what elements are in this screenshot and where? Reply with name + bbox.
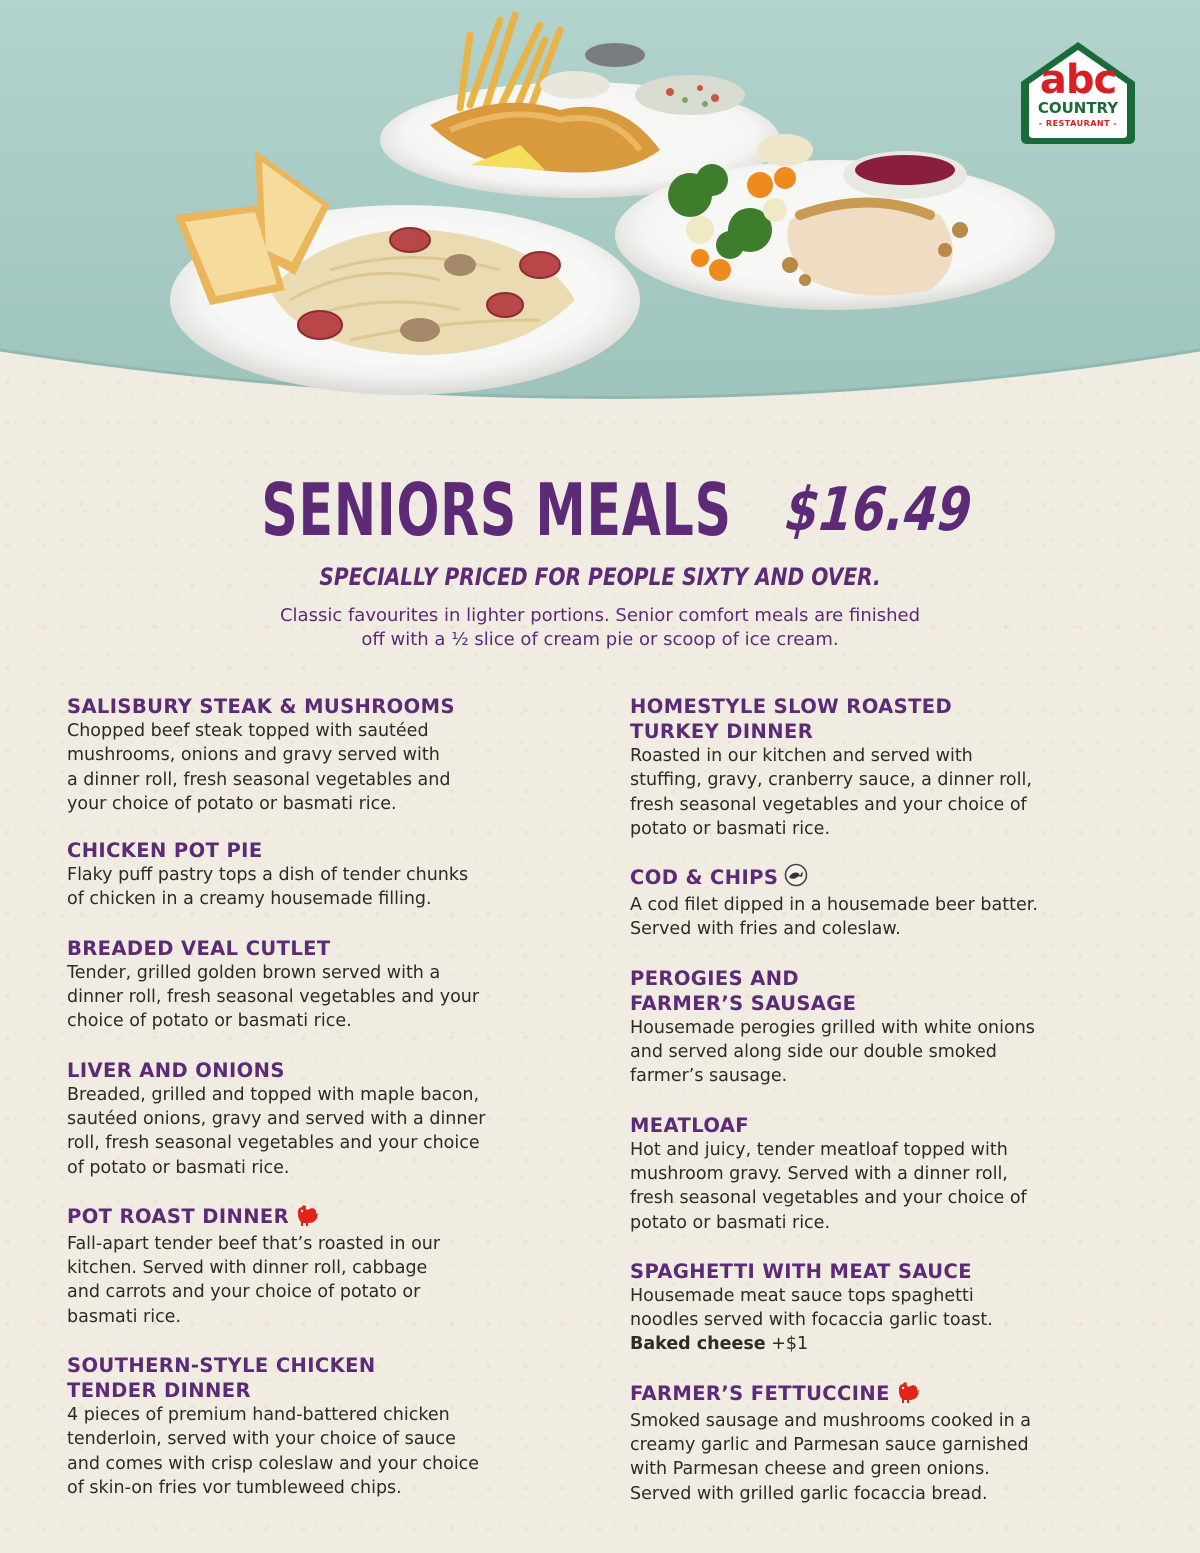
addon-price: +$1: [765, 1334, 809, 1355]
intro-line-1: Classic favourites in lighter portions. Senior comfort meals are finished: [279, 605, 921, 626]
item-description: Roasted in our kitchen and served with stuffing, gravy, cranberry sauce, a dinner roll, fresh seasonal vegetables and your choice of potato or basmati rice.: [630, 746, 1032, 839]
menu-item: [67, 1204, 587, 1329]
price-label: $16.49: [783, 475, 975, 545]
menu-item: [67, 1353, 587, 1500]
subtitle: SPECIALLY PRICED FOR PEOPLE SIXTY AND OVER.: [319, 563, 881, 591]
logo-restaurant-text: - RESTAURANT -: [1038, 119, 1118, 128]
item-description: Hot and juicy, tender meatloaf topped with mushroom gravy. Served with a dinner roll, fresh seasonal vegetables and your choice of potato or basmati rice.: [630, 1139, 1027, 1233]
logo-abc-text: abc: [1039, 57, 1117, 103]
menu-item: [67, 1058, 587, 1180]
item-description: 4 pieces of premium hand-battered chicken tenderloin, served with your choice of sauce and comes with crisp coleslaw and your choice of skin-on fries vor tumbleweed chips.: [67, 1405, 480, 1498]
menu-column-right: [630, 694, 1150, 1506]
item-description: Breaded, grilled and topped with maple bacon, sautéed onions, gravy and served with a dinner roll, fresh seasonal vegetables and your choice of potato or basmati rice.: [67, 1084, 486, 1178]
item-name: LIVER AND ONIONS: [67, 1058, 285, 1082]
item-description: Tender, grilled golden brown served with a dinner roll, fresh seasonal vegetables and your choice of potato or basmati rice.: [67, 962, 480, 1032]
menu-item: [630, 1259, 1150, 1357]
menu-item: [67, 838, 587, 912]
chicken-icon: [295, 1204, 319, 1232]
intro-text: [200, 604, 1000, 652]
menu-item: [630, 694, 1150, 841]
item-name: SPAGHETTI WITH MEAT SAUCE: [630, 1259, 972, 1283]
intro-line-2: off with a ½ slice of cream pie or scoop of ice cream.: [361, 629, 839, 650]
item-name: PEROGIES AND FARMER’S SAUSAGE: [630, 966, 857, 1015]
item-description: Chopped beef steak topped with sautéed mushrooms, onions and gravy served with a dinner roll, fresh seasonal vegetables and your choice of potato or basmati rice.: [67, 721, 451, 814]
menu-item: [630, 863, 1150, 942]
logo-country-text: COUNTRY: [1037, 99, 1119, 117]
item-name-row: [630, 1381, 1150, 1409]
item-addon: [630, 1332, 1150, 1356]
item-description: Housemade perogies grilled with white onions and served along side our double smoked farmer’s sausage.: [630, 1017, 1035, 1087]
menu-heading: [0, 470, 1200, 550]
item-description: Smoked sausage and mushrooms cooked in a creamy garlic and Parmesan sauce garnished with Parmesan cheese and green onions. Served with grilled garlic focaccia bread.: [630, 1410, 1032, 1504]
chicken-icon: [896, 1381, 920, 1409]
item-description: Fall-apart tender beef that’s roasted in our kitchen. Served with dinner roll, cabbage and carrots and your choice of potato or basmati rice.: [67, 1233, 441, 1327]
item-name: SOUTHERN-STYLE CHICKEN TENDER DINNER: [67, 1354, 376, 1403]
item-name: FARMER’S FETTUCCINE: [630, 1381, 890, 1405]
item-name: SALISBURY STEAK & MUSHROOMS: [67, 695, 455, 718]
abc-country-logo: [1017, 38, 1139, 146]
menu-item: [67, 694, 587, 816]
item-description: Flaky puff pastry tops a dish of tender chunks of chicken in a creamy housemade filling.: [67, 865, 469, 910]
item-description: Housemade meat sauce tops spaghetti noodles served with focaccia garlic toast.: [630, 1285, 993, 1331]
item-name-row: [67, 1204, 587, 1232]
item-name-row: [630, 863, 1150, 893]
item-name: CHICKEN POT PIE: [67, 839, 263, 863]
item-name: COD & CHIPS: [630, 866, 779, 890]
menu-item: [630, 1113, 1150, 1235]
menu-item: [630, 966, 1150, 1089]
menu-item: [630, 1381, 1150, 1506]
menu-item: [67, 936, 587, 1034]
menu-column-left: [67, 694, 587, 1500]
item-name: BREADED VEAL CUTLET: [67, 936, 331, 960]
item-name: POT ROAST DINNER: [67, 1204, 290, 1228]
ocean-wise-icon: [784, 863, 808, 893]
item-name: HOMESTYLE SLOW ROASTED TURKEY DINNER: [630, 695, 953, 743]
item-name: MEATLOAF: [630, 1113, 750, 1137]
page-title: SENIORS MEALS: [261, 468, 732, 552]
item-description: A cod filet dipped in a housemade beer batter. Served with fries and coleslaw.: [630, 895, 1038, 940]
addon-label: Baked cheese: [630, 1334, 766, 1355]
